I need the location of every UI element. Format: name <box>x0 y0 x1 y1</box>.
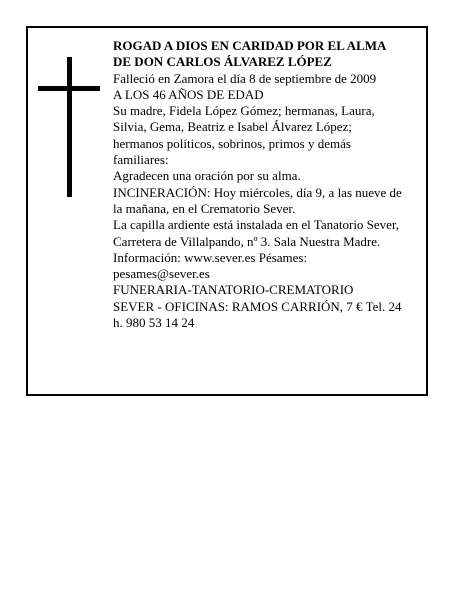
family-line: Silvia, Gema, Beatriz e Isabel Álvarez López; <box>113 119 352 135</box>
death-line: Falleció en Zamora el día 8 de septiembre de 2009 <box>113 70 377 86</box>
family-line: hermanos políticos, sobrinos, primos y demás <box>113 135 351 151</box>
obituary-title-line: ROGAD A DIOS EN CARIDAD POR EL ALMA <box>113 38 387 53</box>
family-line: familiares: <box>113 152 169 168</box>
chapel-line: Carretera de Villalpando, nº 3. Sala Nuestra Madre. <box>113 233 381 249</box>
cross-icon <box>67 57 72 197</box>
cross-icon-bar <box>38 86 100 91</box>
chapel-line: La capilla ardiente está instalada en el Tanatorio Sever, <box>113 217 400 233</box>
incineration-line: INCINERACIÓN: Hoy miércoles, día 9, a las nueve de <box>113 184 402 200</box>
obituary-text <box>113 38 423 331</box>
age-line: A LOS 46 AÑOS DE EDAD <box>113 86 264 102</box>
funeral-home-line: h. 980 53 14 24 <box>113 315 195 331</box>
info-line: pesames@sever.es <box>113 266 210 282</box>
obituary-title-line: DE DON CARLOS ÁLVAREZ LÓPEZ <box>113 54 332 70</box>
incineration-line: la mañana, en el Crematorio Sever. <box>113 200 296 216</box>
funeral-home-line: SEVER - OFICINAS: RAMOS CARRIÓN, 7 € Tel. 24 <box>113 298 402 314</box>
info-line: Información: www.sever.es Pésames: <box>113 249 308 265</box>
thanks-line: Agradecen una oración por su alma. <box>113 168 301 184</box>
funeral-home-line: FUNERARIA-TANATORIO-CREMATORIO <box>113 282 354 298</box>
family-line: Su madre, Fidela López Gómez; hermanas, Laura, <box>113 103 375 119</box>
